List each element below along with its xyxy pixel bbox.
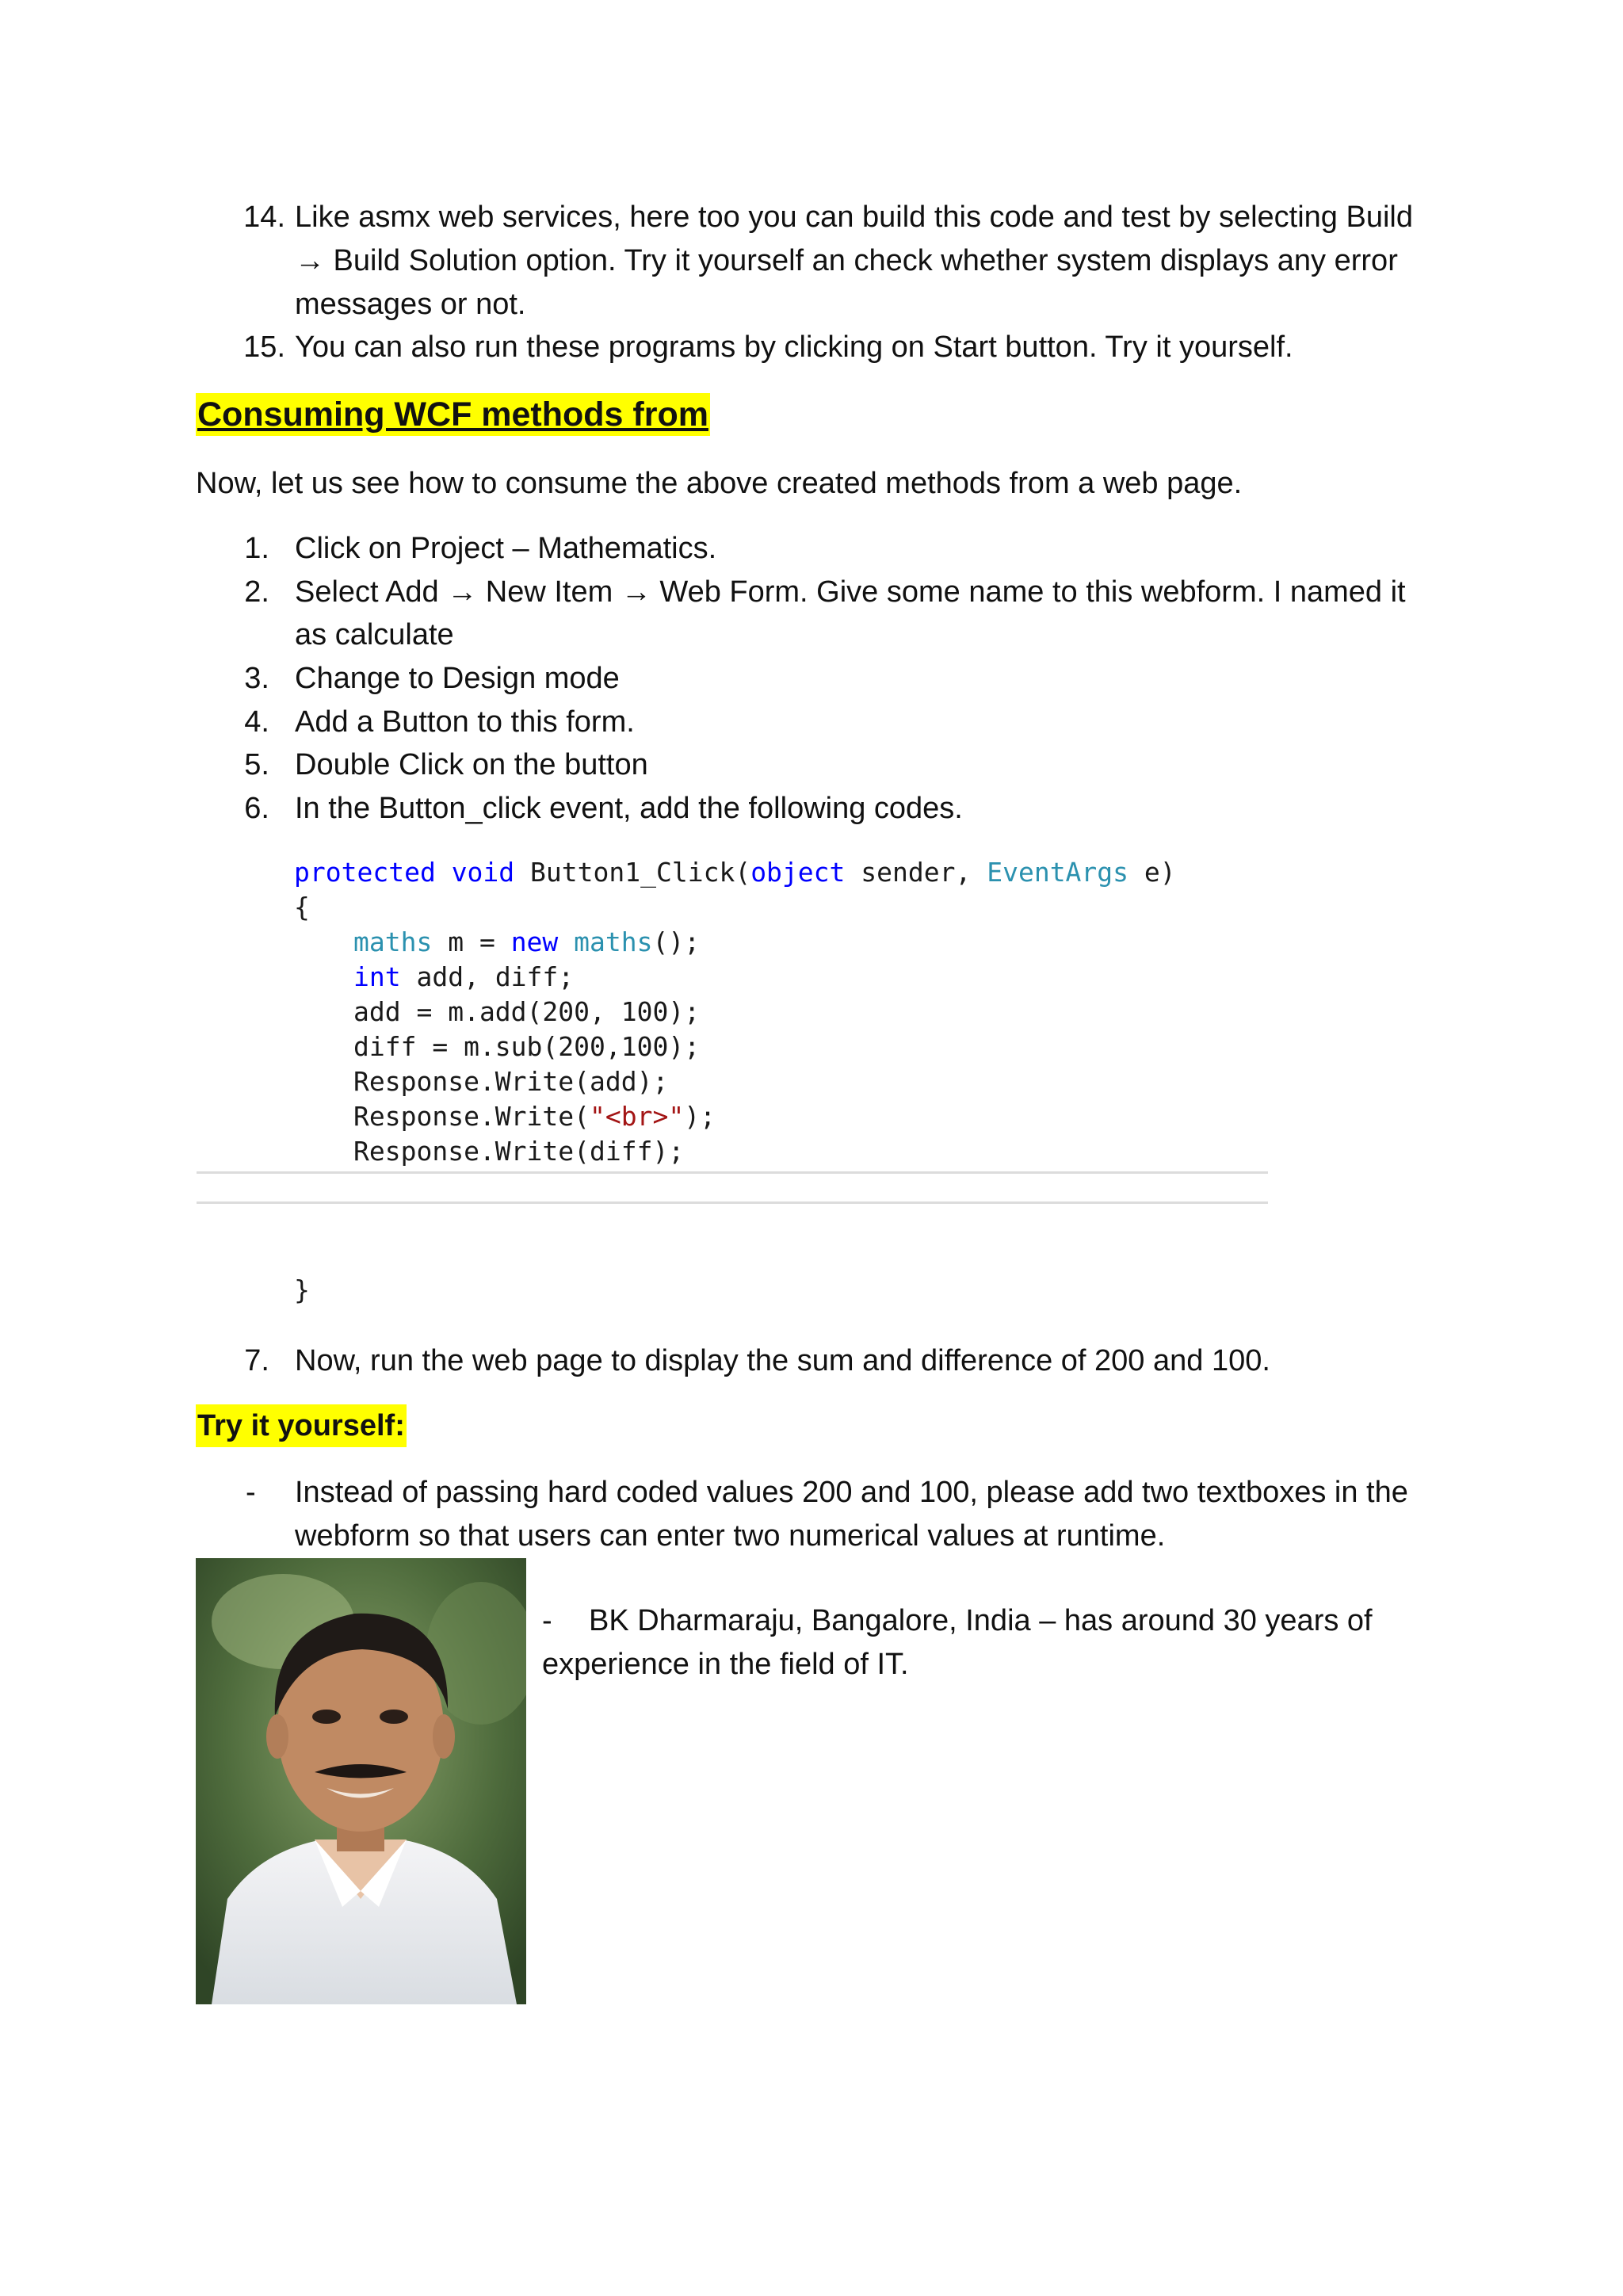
code-keyword: object xyxy=(750,857,846,888)
code-type: maths xyxy=(353,926,433,957)
step-text: Now, run the web page to display the sum and difference of 200 and 100. xyxy=(295,1344,1270,1377)
list-item-text: Like asmx web services, here too you can build this code and test by selecting Build xyxy=(295,201,1413,234)
bullet-text: webform so that users can enter two numerical values at runtime. xyxy=(295,1519,1166,1553)
code-text: Response.Write( xyxy=(353,1101,590,1132)
bio-text: BK Dharmaraju, Bangalore, India – has around 30 years of xyxy=(589,1604,1373,1637)
code-keyword: void xyxy=(451,857,515,888)
code-text: add, diff; xyxy=(400,961,575,992)
list-number: 14. xyxy=(243,201,285,234)
step-text: Click on Project – Mathematics. xyxy=(295,532,717,565)
list-item-text: You can also run these programs by clicking on Start button. Try it yourself. xyxy=(295,330,1293,364)
code-text: sender, xyxy=(845,857,987,888)
section-heading: Consuming WCF methods from xyxy=(196,393,710,436)
step-number: 4. xyxy=(244,705,269,739)
step-text: Select Add → New Item → Web Form. Give some name to this webform. I named it xyxy=(295,575,1406,609)
step-number: 6. xyxy=(244,792,269,825)
step-text: as calculate xyxy=(295,618,454,651)
step-text: Double Click on the button xyxy=(295,748,648,781)
step-number: 5. xyxy=(244,748,269,781)
step-text: In the Button_click event, add the following codes. xyxy=(295,792,963,825)
code-signature xyxy=(294,855,1176,890)
list-item-text: → Build Solution option. Try it yourself an check whether system displays any error xyxy=(295,244,1398,277)
code-line xyxy=(353,925,700,960)
code-keyword: int xyxy=(353,961,401,992)
code-line: add = m.add(200, 100); xyxy=(353,996,701,1027)
list-number: 15. xyxy=(243,330,285,364)
code-line: diff = m.sub(200,100); xyxy=(353,1031,701,1062)
code-close-brace: } xyxy=(294,1274,310,1305)
code-text: Button1_Click( xyxy=(514,857,751,888)
list-item-text: messages or not. xyxy=(295,288,526,321)
code-text: m = xyxy=(432,926,511,957)
step-number: 7. xyxy=(244,1344,269,1377)
code-line: Response.Write(add); xyxy=(353,1066,669,1097)
intro-paragraph: Now, let us see how to consume the above created methods from a web page. xyxy=(196,467,1243,500)
code-keyword: new xyxy=(510,926,559,957)
code-text: ); xyxy=(684,1101,716,1132)
code-line xyxy=(353,960,574,995)
code-open-brace: { xyxy=(294,892,310,923)
code-line: Response.Write(diff); xyxy=(353,1136,685,1167)
code-line xyxy=(353,1099,716,1134)
code-type: maths xyxy=(574,926,653,957)
bio-text: experience in the field of IT. xyxy=(542,1648,909,1681)
author-photo xyxy=(196,1558,526,2004)
bullet-dash: - xyxy=(246,1476,256,1509)
step-text: Add a Button to this form. xyxy=(295,705,635,739)
bio-bullet: - xyxy=(542,1604,552,1637)
bullet-text: Instead of passing hard coded values 200 and 100, please add two textboxes in the xyxy=(295,1476,1408,1509)
code-keyword: protected xyxy=(294,857,436,888)
step-number: 2. xyxy=(244,575,269,609)
code-type: EventArgs xyxy=(987,857,1129,888)
step-number: 3. xyxy=(244,662,269,695)
step-text: Change to Design mode xyxy=(295,662,620,695)
code-string: "<br>" xyxy=(590,1101,685,1132)
code-text: (); xyxy=(652,926,701,957)
step-number: 1. xyxy=(244,532,269,565)
code-divider xyxy=(197,1171,1268,1174)
try-heading: Try it yourself: xyxy=(196,1404,407,1447)
code-text: e) xyxy=(1128,857,1176,888)
code-divider xyxy=(197,1201,1268,1204)
